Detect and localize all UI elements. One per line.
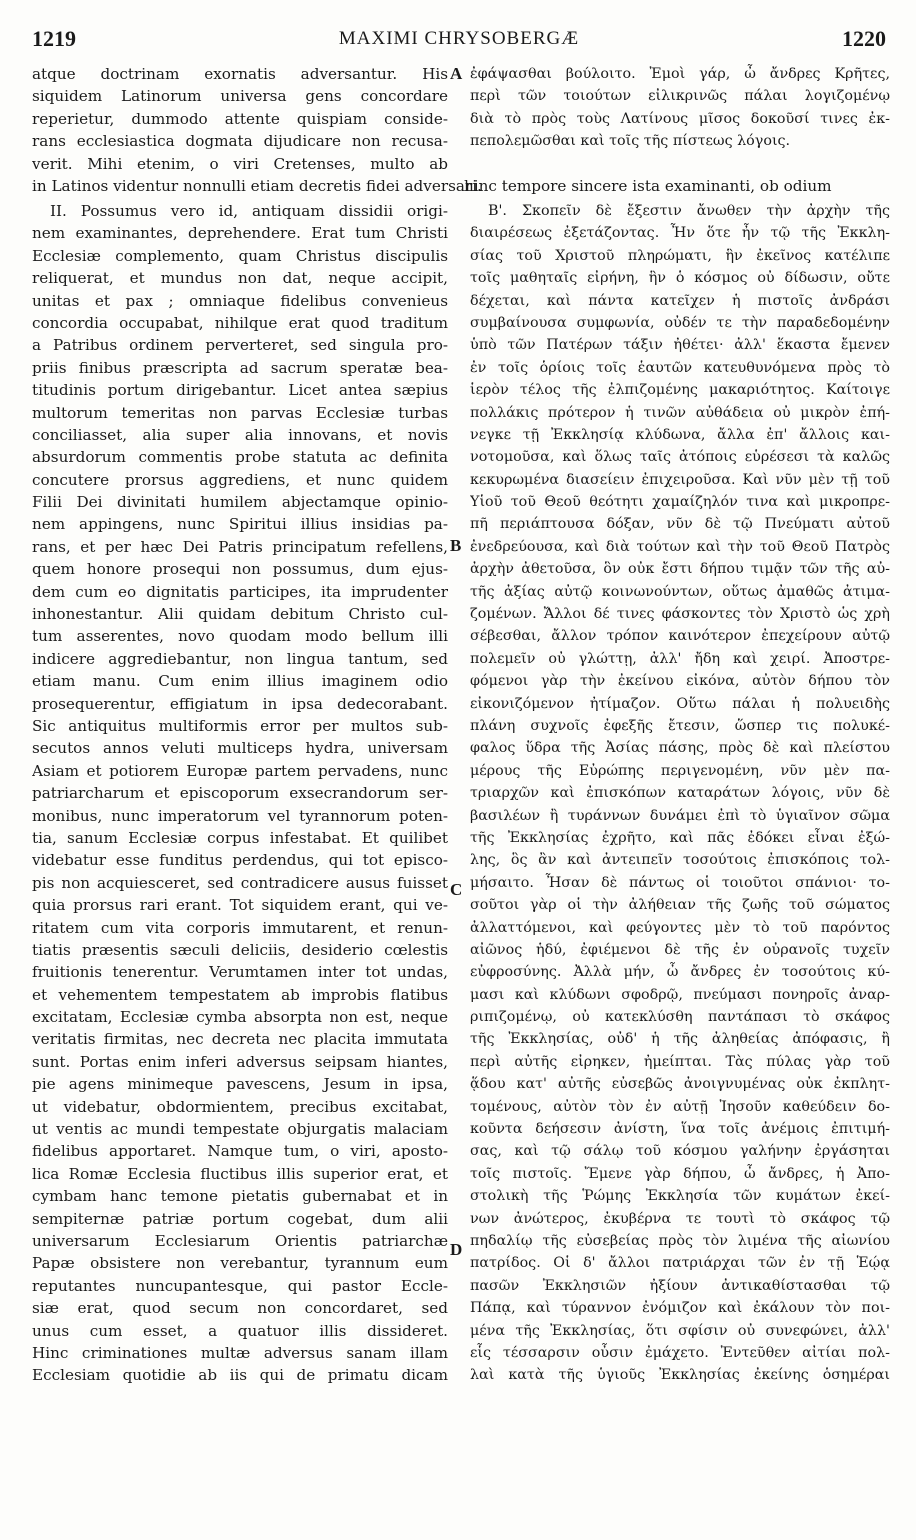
text-line: et vehementem tempestatem ab improbis flatibus [32, 985, 448, 1004]
text-line: concordia occupabat, nihilque erat quod traditum [32, 313, 448, 332]
text-line: πολλάκις πρότερον ἡ τινῶν αὐθάδεια οὐ μικρὸν ἐπή- [470, 404, 890, 421]
text-line: absurdorum commentis probe statuta ac definita [32, 448, 448, 467]
text-line: tum asserentes, novo quodam modo bellum illi [32, 627, 448, 646]
page-header [32, 6, 886, 58]
text-line: τῆς ἀξίας αὐτῷ κοινωνούντων, οὕτως ἀμαθῶς ἀτιμα- [470, 583, 890, 600]
text-line: Papæ obsistere non verebantur, tyrannum eum [32, 1254, 448, 1273]
text-line: πασῶν Ἐκκλησιῶν ἠξίουν ἀντικαθίστασθαι τῷ [470, 1277, 890, 1294]
text-line: ut ventis ac mundi tempestate objurgatis malaciam [32, 1120, 448, 1139]
running-title: MAXIMI CHRYSOBERGÆ [338, 28, 580, 49]
text-line: ἱερὸν τέλος τῆς ἐλπιζομένης μακαριότητος. Καίτοιγε [470, 382, 890, 399]
text-line: tia, sanum Ecclesiæ corpus infestabat. Et quilibet [32, 828, 448, 847]
text-line: quem honore prosequi non possumus, dum ejus- [32, 560, 448, 579]
text-line: nem appingens, nunc Spiritui illius insidias pa- [32, 515, 448, 534]
text-line: atque doctrinam exornatis adversantur. His [32, 65, 448, 83]
text-line: a Patribus ordinem perverteret, sed singula pro- [32, 336, 448, 355]
text-line: II. Possumus vero id, antiquam dissidii origi- [50, 202, 448, 220]
text-line: διὰ τὸ πρὸς τοὺς Λατίνους μῖσος δοκοῦσί τινες ἐκ- [470, 110, 890, 127]
text-line: σοῦτοι γὰρ οἱ τὴν ἀλήθειαν τῆς ζωῆς τοῦ σώματος [470, 897, 890, 914]
text-line: inhonestantur. Alii quidam debitum Christo cul- [32, 605, 448, 624]
text-line: ut videbatur, obdormientem, precibus excitabat, [32, 1097, 448, 1116]
text-line: priis finibus præscripta ad sacrum speratæ bea- [32, 358, 448, 377]
text-line: τῆς Ἐκκλησίας, οὐδ' ἡ τῆς ἀληθείας ἀπόφασις, ἢ [470, 1031, 890, 1048]
text-line: patriarcharum et episcoporum exsecrandorum ser- [32, 784, 448, 803]
text-line: secutos annos veluti multiceps hydra, universam [32, 739, 448, 758]
text-line: siæ erat, quod secum non concordaret, sed [32, 1299, 448, 1318]
text-line: τοῖς μαθηταῖς εἰρήνη, ἣν ὁ κόσμος οὐ δίδωσιν, οὔτε [470, 270, 890, 287]
margin-marker-c: C [450, 880, 463, 899]
margin-marker-b: B [450, 536, 462, 555]
text-line: reliquerat, et mundus non dat, neque accipit, [32, 269, 448, 288]
text-line: εὐφροσύνης. Ἀλλὰ μήν, ὦ ἄνδρες ἐν τοσούτοις κύ- [470, 964, 890, 981]
text-line: universarum Ecclesiarum Orientis patriarchæ [32, 1231, 448, 1250]
text-line: τομένους, αὐτὸν τὸν ἐν αὐτῇ Ἰησοῦν καθεύδειν δο- [470, 1098, 890, 1115]
text-line: prosequerentur, effigiatum in ipsa dedecorabant. [32, 694, 448, 713]
text-line: cymbam hanc temone pietatis gubernabat et in [32, 1187, 448, 1206]
spanning-line-right: hinc tempore sincere ista examinanti, ob odium [464, 177, 832, 195]
text-line: νοτομοῦσα, καὶ ὅλως ταῖς ἀτόποις εὑρέσεσι τὰ καλῶς [470, 449, 890, 466]
text-line: ἐφάψασθαι βούλοιτο. Ἐμοὶ γάρ, ὦ ἄνδρες Κρῆτες, [470, 66, 890, 82]
text-line: nem examinantes, deprehendere. Erat tum Christi [32, 224, 448, 243]
text-line: μέρους τῆς Εὐρώπης περιγενομένη, νῦν μὲν πα- [470, 762, 890, 779]
text-line: διαιρέσεως ἐξετάζοντας. Ἦν ὅτε ἦν τῷ τῆς Ἐκκλη- [470, 225, 890, 242]
text-line: indicere aggrediebantur, non lingua tantum, sed [32, 649, 448, 668]
text-line: φαλος ὕδρα τῆς Ἀσίας πάσης, πρὸς δὲ καὶ πλείστου [470, 740, 890, 757]
text-line: νεγκε τῇ Ἐκκλησίᾳ κλύδωνα, ἄλλα ἐπ' ἄλλοις και- [470, 426, 890, 443]
text-line: Asiam et potiorem Europæ partem pervadens, nunc [32, 761, 448, 780]
spanning-line-left: in Latinos videntur nonnulli etiam decretis fidei adversari. [32, 177, 482, 195]
text-line: Hinc criminationes multæ adversus sanam illam [32, 1343, 448, 1362]
text-line: Υἱοῦ τοῦ Θεοῦ θεότητι χαμαίζηλόν τινα καὶ μικροπρε- [470, 494, 890, 511]
text-line: Ecclesiæ complemento, quam Christus discipulis [32, 246, 448, 265]
text-line: rans ecclesiastica dogmata dijudicare non recusa- [32, 132, 448, 151]
text-line: περὶ αὐτῆς εἰρηκεν, ἠμείπται. Τὰς πύλας γὰρ τοῦ [470, 1053, 890, 1070]
text-line: τῆς Ἐκκλησίας ἐχρῆτο, καὶ πᾶς ἐδόκει εἶναι ἐξώ- [470, 829, 890, 846]
greek-column [470, 200, 890, 1387]
page-number-left: 1219 [32, 26, 76, 51]
text-line: siquidem Latinorum universa gens concordare [32, 87, 448, 106]
text-line: τοῖς πιστοῖς. Ἔμενε γὰρ δήπου, ὦ ἄνδρες, ἡ Ἀπο- [470, 1165, 890, 1182]
text-line: etiam manu. Cum enim illius imaginem odio [32, 672, 448, 691]
margin-marker-a: A [450, 64, 463, 83]
text-line: ὑπὸ τῶν Πατέρων τάξιν ἠθέτει· ἀλλ' ἕκαστα ἔμενεν [470, 337, 890, 354]
text-line: Sic antiquitus multiformis error per multos sub- [32, 716, 448, 735]
text-line: αἰῶνος ἡδύ, ἐφιέμενοι δὲ τῆς ἐν οὐρανοῖς τυχεῖν [470, 941, 890, 958]
text-line: quia prorsus rari erant. Tot siquidem erant, qui ve- [32, 896, 448, 915]
text-line: ζομένων. Ἄλλοι δέ τινες φάσκοντες τὸν Χριστὸ ὡς χρὴ [470, 606, 890, 623]
text-line: εἰκονιζόμενον ἠτίμαζον. Οὕτω πάλαι ἡ πολυειδὴς [470, 695, 890, 712]
text-line: στολικὴ τῆς Ῥώμης Ἐκκλησία τῶν κυμάτων ἐκεί- [470, 1188, 890, 1205]
text-line: reputantes nuncupantesque, qui pastor Eccle- [32, 1276, 448, 1295]
spanning-line [32, 175, 890, 198]
text-line: πλάνη συχνοῖς ἐφεξῆς ἔτεσιν, ὥσπερ τις πολυκέ- [470, 717, 890, 734]
text-line: βασιλέων ἢ τυράννων δυνάμει ἐπὶ τὸ ὑγιαῖνον σῶμα [470, 807, 890, 824]
text-line: δέχεται, καὶ πάντα κατεῖχεν ἡ πιστοῖς ἀνδράσι [470, 292, 890, 309]
text-line: σέβεσθαι, ἄλλον τρόπον καινότερον ἐπεχείρουν αὐτῷ [470, 628, 890, 645]
text-line: excitatam, Ecclesiæ cymba absorpta non est, neque [32, 1008, 448, 1027]
text-line: ἐν τοῖς ὁρίοις τοῖς ἑαυτῶν κατευθυνόμενα πρὸς τὸ [470, 359, 890, 376]
greek-column-top [470, 63, 890, 153]
text-line: κεκυρωμένα διασείειν ἐπιχειροῦσα. Καὶ νῦν μὲν τῇ τοῦ [470, 471, 890, 488]
text-line: ᾅδου κατ' αὐτῆς εὐσεβῶς ἀνοιγνυμένας οὐκ ἐκπλητ- [470, 1076, 890, 1093]
latin-column-top [32, 63, 448, 175]
text-line: dem cum eo dignitatis participes, ita imprudenter [32, 582, 448, 601]
margin-marker-d: D [450, 1240, 463, 1259]
text-line: sunt. Portas enim inferi adversus seipsam hiantes, [32, 1052, 448, 1071]
text-line: σίας τοῦ Χριστοῦ πληρώματι, ἣν ἐκεῖνος κατέλιπε [470, 247, 890, 264]
text-line: Filii Dei divinitati humilem abjectamque opinio- [32, 493, 448, 512]
text-line: φόμενοι γὰρ τὴν ἐκείνου εἰκόνα, αὐτὸν δήπου τὸν [470, 673, 890, 690]
text-line: fruitionis tenerentur. Verumtamen inter tot undas, [32, 963, 448, 982]
text-line: sempiternæ patriæ portum cogebat, dum alii [32, 1209, 448, 1228]
text-line: περὶ τῶν τοιούτων εἰλικρινῶς πάλαι λογιζομένῳ [470, 88, 890, 105]
text-line: νων ἀνώτερος, ἐκυβέρνα τε τουτὶ τὸ σκάφος τῷ [470, 1210, 890, 1227]
text-line: videbatur esse funditus perdendus, qui tot episco- [32, 851, 448, 870]
text-line: unus cum esset, a quatuor illis dissideret. [32, 1321, 448, 1340]
text-line: rans, et per hæc Dei Patris principatum refellens, [32, 537, 448, 556]
text-line: lica Romæ Ecclesia fluctibus illis superior erat, et [32, 1164, 448, 1183]
text-line: πῆ περιάπτουσα δόξαν, νῦν δὲ τῷ Πνεύματι αὐτοῦ [470, 516, 890, 533]
text-line: μασι καὶ κλύδωνι σφοδρῷ, πνεύμασι πονηροῖς ἀναρ- [470, 986, 890, 1003]
text-line: μήσαιτο. Ἦσαν δὲ πάντως οἱ τοιοῦτοι σπάνιοι· το- [470, 874, 890, 891]
page-number-right: 1220 [842, 26, 886, 51]
text-line: titudinis portum dirigebantur. Licet antea sæpius [32, 381, 448, 400]
text-line: multorum temeritas non parvas Ecclesiæ turbas [32, 403, 448, 422]
text-line: ἀλλαττόμενοι, καὶ φεύγοντες μὲν τὸ τοῦ παρόντος [470, 919, 890, 936]
text-line: conciliasset, alia super alia innovans, et novis [32, 425, 448, 444]
text-line: μένα τῆς Ἐκκλησίας, ὅτι σφίσιν οὐ συνεφώνει, ἀλλ' [470, 1322, 890, 1339]
text-line: σας, καὶ τῷ σάλῳ τοῦ κόσμου γαλήνην ἐργάσηται [470, 1143, 890, 1160]
text-line: Πάπᾳ, καὶ τύραννον ἐνόμιζον καὶ ἐκάλουν τὸν ποι- [470, 1300, 890, 1317]
text-line: unitas et pax ; omniaque fidelibus convenieus [32, 291, 448, 310]
text-line: τριαρχῶν καὶ ἐπισκόπων καταράτων λόγοις, νῦν δὲ [470, 785, 890, 802]
text-line: λης, ὃς ἂν καὶ ἀντειπεῖν τοσούτοις ἐπισκόποις τολ- [470, 852, 890, 869]
text-line: ριπιζομένῳ, οὐ κατεκλύσθη παντάπασι τὸ σκάφος [470, 1009, 890, 1026]
text-line: ἀρχὴν ἀθετοῦσα, ὃν οὐκ ἔστι δήπου τιμᾷν τῶν τῆς αὐ- [470, 561, 890, 578]
text-line: veritatis firmitas, nec decreta nec placita immutata [32, 1030, 448, 1049]
text-line: ritatem cum vita corporis immutarent, et renun- [32, 918, 448, 937]
text-line: κοῦντα δεήσεσιν ἀνίστη, ἵνα τοῖς ἀνέμοις ἐπιτιμή- [470, 1121, 890, 1138]
text-line: πατρίδος. Οἱ δ' ἄλλοι πατριάρχαι τῶν ἐν τῇ Ἑῴᾳ [470, 1255, 890, 1272]
text-line: πηδαλίῳ τῆς εὐσεβείας πρὸς τὸν λιμένα τῆς αἰωνίου [470, 1232, 890, 1249]
text-line: concutere prorsus aggrediens, et nunc quidem [32, 470, 448, 489]
text-line: λαὶ κατὰ τῆς ὑγιοῦς Ἐκκλησίας ἐκείνης ὁσημέραι [470, 1367, 890, 1384]
text-line: πεπολεμῶσθαι καὶ τοῖς τῆς πίστεως λόγοις. [470, 133, 791, 150]
text-line: pie agens minimeque pavescens, Jesum in ipsa, [32, 1075, 448, 1094]
text-line: pis non acquiesceret, sed contradicere ausus fuisset [32, 873, 448, 892]
text-line: ἐνεδρεύουσα, καὶ διὰ τούτων καὶ τὴν τοῦ Θεοῦ Πατρὸς [470, 538, 890, 555]
text-line: tiatis præsentis sæculi deliciis, desiderio cœlestis [32, 940, 448, 959]
latin-column [32, 200, 448, 1387]
text-line: πολεμεῖν οὐ γλώττῃ, ἀλλ' ἤδη καὶ χειρί. Ἀποστρε- [470, 650, 890, 667]
text-line: συμβαίνουσα συμφωνία, οὐδέν τε τὴν παραδεδομένην [470, 314, 890, 331]
text-line: verit. Mihi etenim, o viri Cretenses, multo ab [32, 154, 448, 173]
text-line: reperietur, dummodo attente quispiam conside- [32, 109, 448, 128]
text-line: monibus, nunc imperatorum vel tyrannorum poten- [32, 806, 448, 825]
text-line: Β'. Σκοπεῖν δὲ ἔξεστιν ἄνωθεν τὴν ἀρχὴν τῆς [488, 203, 890, 219]
text-line: fidelibus apportaret. Namque tum, o viri, aposto- [32, 1142, 448, 1161]
text-line: εἷς τέσσαρσιν οὖσιν ἐμάχετο. Ἐντεῦθεν αἰτίαι πολ- [470, 1344, 890, 1361]
text-line: Ecclesiam quotidie ab iis qui de primatu dicam [32, 1366, 448, 1385]
